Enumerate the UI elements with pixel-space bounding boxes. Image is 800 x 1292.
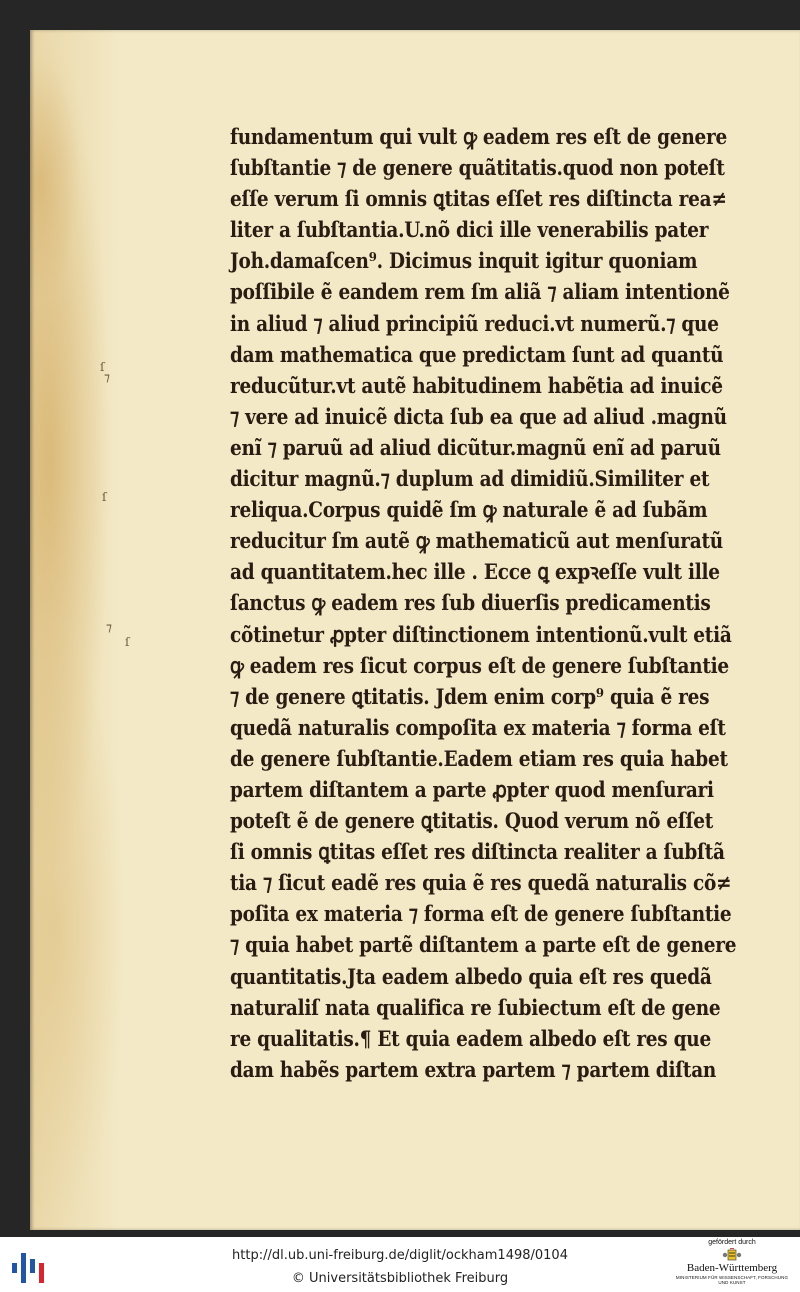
text-line: ſi omnis ꝗtitas eſſet res diſtincta realiter a ſubſtã: [230, 840, 725, 866]
text-line: re qualitatis.¶ Et quia eadem albedo eſt res que: [230, 1026, 712, 1052]
marginal-mark: ſ: [102, 490, 107, 504]
copyright-notice: © Universitätsbibliothek Freiburg: [291, 1271, 509, 1286]
marginal-mark: ⁊: [104, 370, 110, 384]
text-line: partem diſtantem a parte ꝓpter quod menſurari: [230, 777, 714, 803]
text-line: enĩ ⁊ paruũ ad aliud dicũtur.magnũ enĩ ad paruũ: [230, 435, 721, 461]
funder-ministry: MINISTERIUM FÜR WISSENSCHAFT, FORSCHUNG UND KUNST: [675, 1275, 789, 1285]
text-line: ⁊ vere ad inuicẽ dicta ſub ea que ad aliud .magnũ: [230, 404, 727, 430]
text-line: ⁊ de genere ꝗtitatis. Jdem enim corp⁹ quia ẽ res: [230, 684, 710, 710]
text-line: naturaliſ nata qualifica re ſubiectum eſt de gene: [230, 995, 721, 1021]
text-line: dicitur magnũ.⁊ duplum ad dimidiũ.Similiter et: [230, 467, 710, 493]
text-line: tia ⁊ ſicut eadẽ res quia ẽ res quedã naturalis cõ≠: [230, 871, 732, 897]
coat-of-arms-icon: [722, 1248, 742, 1262]
funder-name: Baden-Württemberg: [686, 1262, 778, 1274]
text-line: poſita ex materia ⁊ forma eſt de genere ſubſtantie: [230, 902, 732, 928]
text-line: fundamentum qui vult ꝙ eadem res eſt de genere: [230, 125, 728, 150]
funder-logo: [672, 1239, 792, 1291]
page-text-block: [230, 122, 765, 1086]
marginal-mark: ſ: [100, 360, 105, 374]
text-line: ſanctus ꝙ eadem res ſub diuerſis predicamentis: [230, 591, 711, 617]
book-page: [30, 30, 800, 1230]
text-line: reducitur ſm autẽ ꝙ mathematicũ aut menſuratũ: [230, 529, 723, 555]
footer-bar: [0, 1237, 800, 1292]
text-line: dam mathematica que predictam ſunt ad quantũ: [230, 342, 724, 368]
funder-caption: gefördert durch: [708, 1239, 756, 1246]
text-line: in aliud ⁊ aliud principiũ reduci.vt numerũ.⁊ que: [230, 311, 719, 337]
permalink-url[interactable]: http://dl.ub.uni-freiburg.de/diglit/ockham1498/0104: [232, 1248, 568, 1263]
text-line: ꝙ eadem res ſicut corpus eſt de genere ſubſtantie: [230, 653, 729, 679]
marginal-mark: ⁊: [106, 620, 112, 634]
text-line: reducũtur.vt autẽ habitudinem habẽtia ad inuicẽ: [230, 373, 723, 399]
text-line: eſſe verum ſi omnis ꝗtitas eſſet res diſtincta rea≠: [230, 187, 727, 213]
text-line: poteſt ẽ de genere ꝗtitatis. Quod verum nõ eſſet: [230, 809, 714, 835]
text-line: ſubſtantie ⁊ de genere quãtitatis.quod non poteſt: [230, 156, 725, 182]
text-line: Joh.damaſcen⁹. Dicimus inquit igitur quoniam: [230, 249, 698, 275]
text-line: reliqua.Corpus quidẽ ſm ꝙ naturale ẽ ad ſubãm: [230, 498, 708, 524]
marginal-mark: ſ: [125, 635, 130, 649]
text-line: liter a ſubſtantia.U.nõ dici ille venerabilis pater: [230, 218, 709, 244]
text-line: dam habẽs partem extra partem ⁊ partem diſtan: [230, 1057, 717, 1083]
text-line: cõtinetur ꝓpter diſtinctionem intentionũ.vult etiã: [230, 622, 732, 648]
text-line: poſſibile ẽ eandem rem ſm aliã ⁊ aliam intentionẽ: [230, 280, 730, 306]
text-line: de genere ſubſtantie.Eadem etiam res quia habet: [230, 746, 728, 772]
text-line: ad quantitatem.hec ille . Ecce ꝗ expꝛeſſe vult ille: [230, 560, 720, 586]
text-line: ⁊ quia habet partẽ diſtantem a parte eſt de genere: [230, 933, 737, 959]
text-line: quedã naturalis compoſita ex materia ⁊ forma eſt: [230, 715, 726, 741]
text-line: quantitatis.Jta eadem albedo quia eſt res quedã: [230, 964, 712, 990]
